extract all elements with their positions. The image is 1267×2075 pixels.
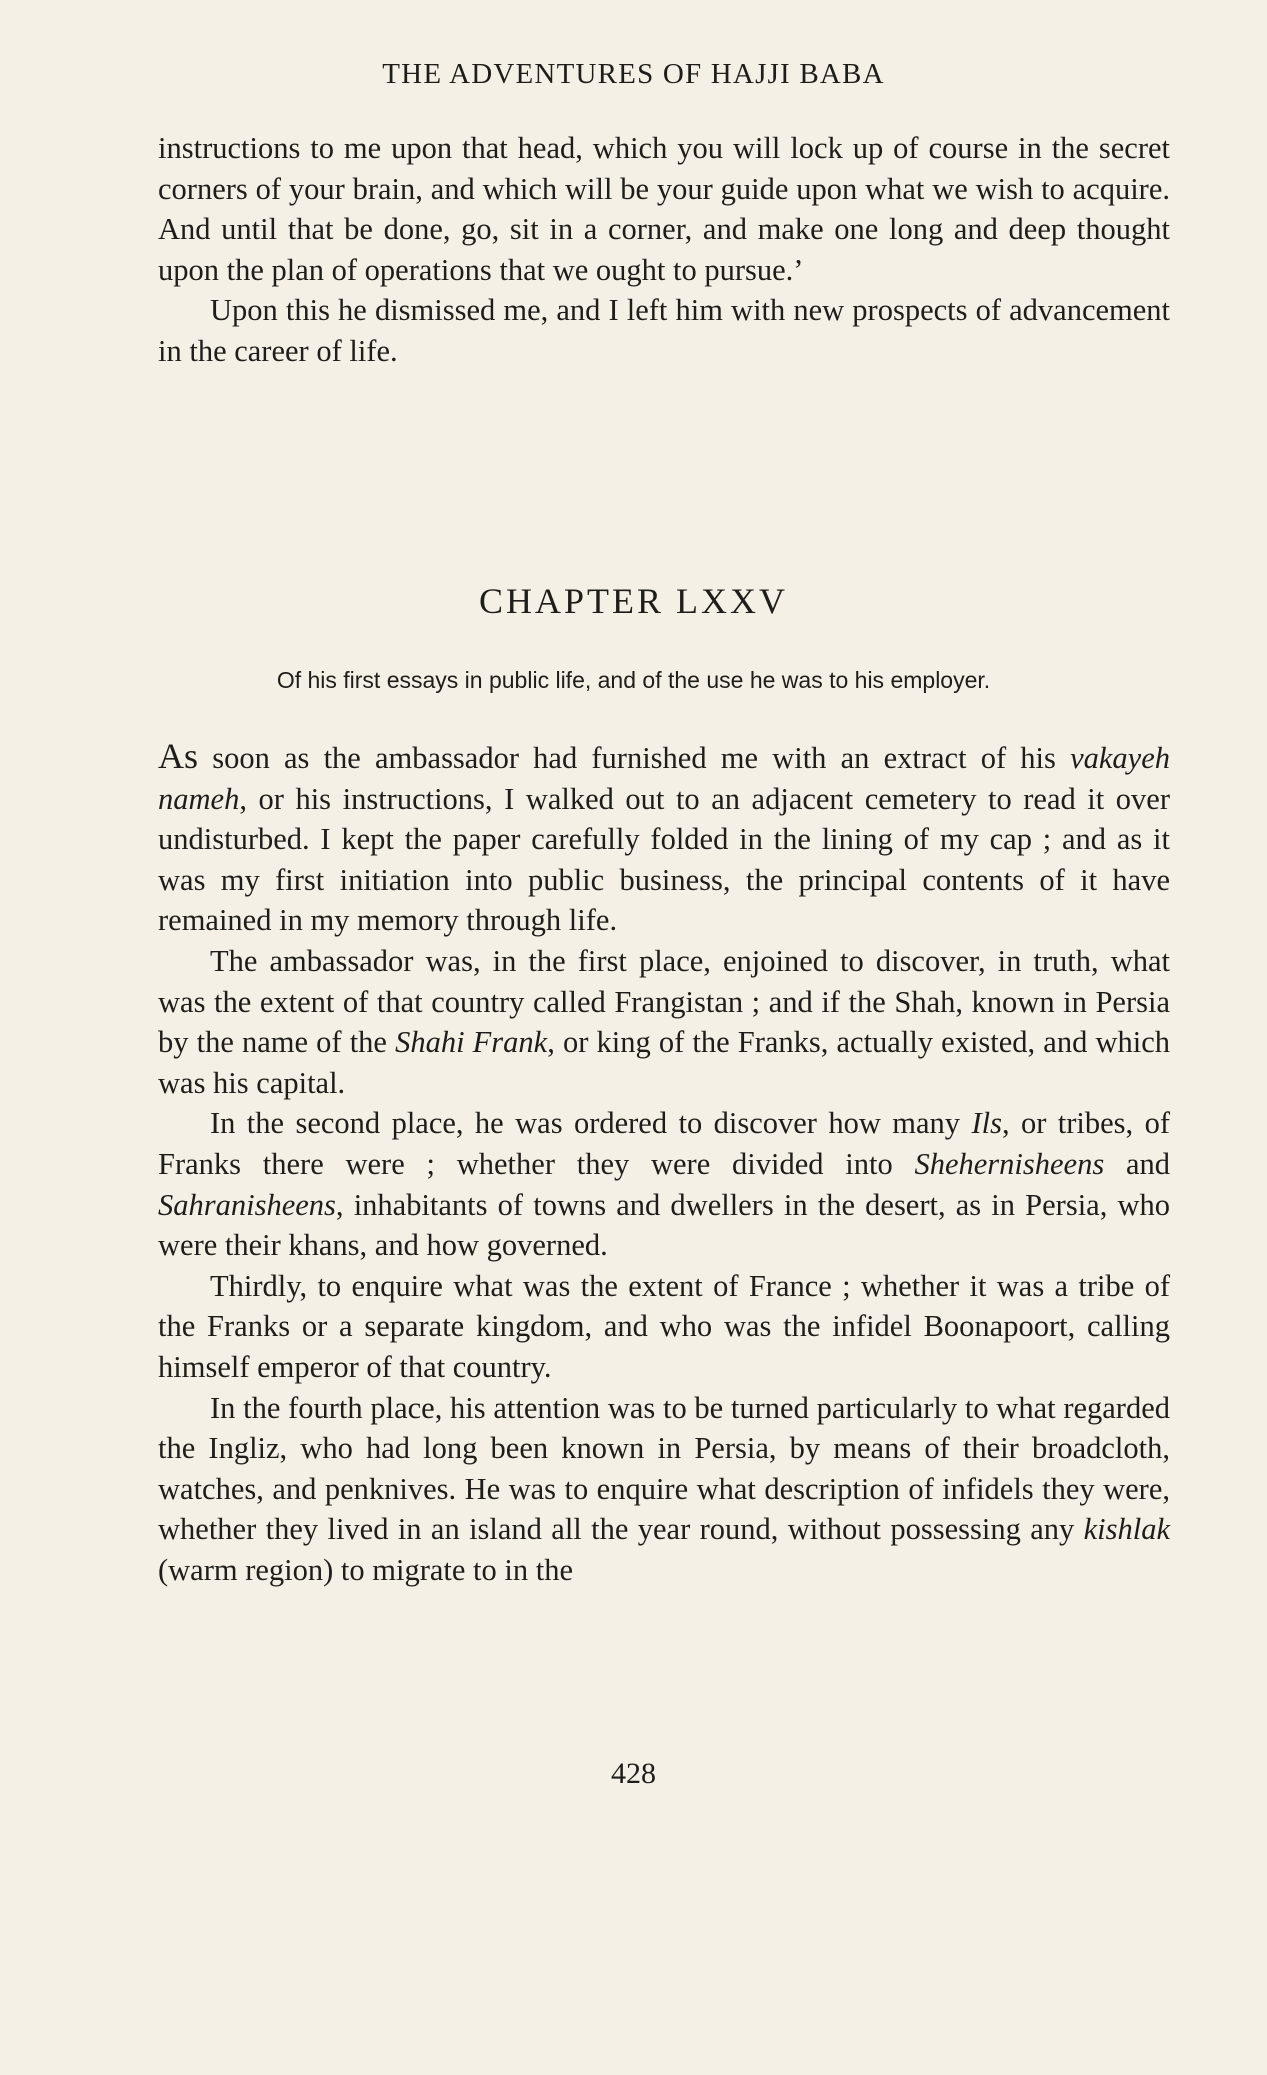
chapter-title: CHAPTER LXXV — [478, 581, 788, 621]
chapter-body — [158, 736, 1170, 1590]
initial-word: As — [158, 736, 199, 776]
paragraph — [158, 941, 1170, 1103]
text-run: , or his instructions, I walked out to an adjacent cemetery to read it over undisturbed. I kept the paper carefully folded in the lining of my cap ; and as it was my first initiation into public business, the principal contents of it have remained in my memory through life. — [158, 781, 1170, 938]
italic-term: Shahi Frank — [395, 1025, 548, 1060]
text-run: , inhabitants of towns and dwellers in the desert, as in Persia, who were their khans, and how governed. — [158, 1187, 1170, 1263]
text-run: In the fourth place, his attention was to be turned particularly to what regarded the Ingliz, who had long been known in Persia, by means of their broadcloth, watches, and penknives. He was to enquire what description of infidels they were, whether they lived in an island all the year round, without possessing any — [158, 1390, 1170, 1547]
italic-term: Ils — [971, 1106, 1002, 1141]
italic-term: Sahranisheens — [158, 1187, 336, 1222]
text-run: (warm region) to migrate to in the — [158, 1552, 574, 1587]
paragraph: Thirdly, to enquire what was the extent of France ; whether it was a tribe of the Franks or a separate kingdom, and who was the infidel Boonapoort, calling himself emperor of that country. — [158, 1268, 1170, 1384]
paragraph — [158, 1103, 1170, 1265]
text-run: soon as the ambassador had furnished me with an extract of his — [198, 741, 1071, 775]
italic-term: kishlak — [1083, 1512, 1170, 1547]
text-run: , or king of the Franks, actually existed, and which was his capital. — [158, 1025, 1170, 1100]
text-run: The ambassador was, in the first place, enjoined to discover, in truth, what was the extent of that country called Frangistan ; and if the Shah, known in Persia by the name of the — [158, 943, 1170, 1060]
paragraph — [158, 1388, 1170, 1591]
text-run: In the second place, he was ordered to discover how many — [210, 1106, 972, 1141]
page-number: 428 — [611, 1757, 656, 1790]
paragraph: instructions to me upon that head, which you will lock up of course in the secret corners of your brain, and which will be your guide upon what we wish to acquire. And until that be done, go, sit in a corner, and make one long and deep thought upon the plan of operations that we ought to pursue.’ — [158, 131, 1170, 287]
paragraph — [158, 736, 1170, 941]
text-run: , or tribes, of Franks there were ; whether they were divided into — [158, 1106, 1170, 1181]
text-run: and — [1104, 1146, 1170, 1181]
previous-chapter-text — [158, 128, 1170, 372]
paragraph: Upon this he dismissed me, and I left him with new prospects of advancement in the career of life. — [158, 293, 1170, 368]
chapter-summary: Of his first essays in public life, and of the use he was to his employer. — [276, 667, 991, 693]
italic-term: Shehernisheens — [914, 1146, 1105, 1181]
italic-term: vakayeh nameh — [158, 741, 1170, 816]
running-head: THE ADVENTURES OF HAJJI BABA — [382, 58, 885, 90]
